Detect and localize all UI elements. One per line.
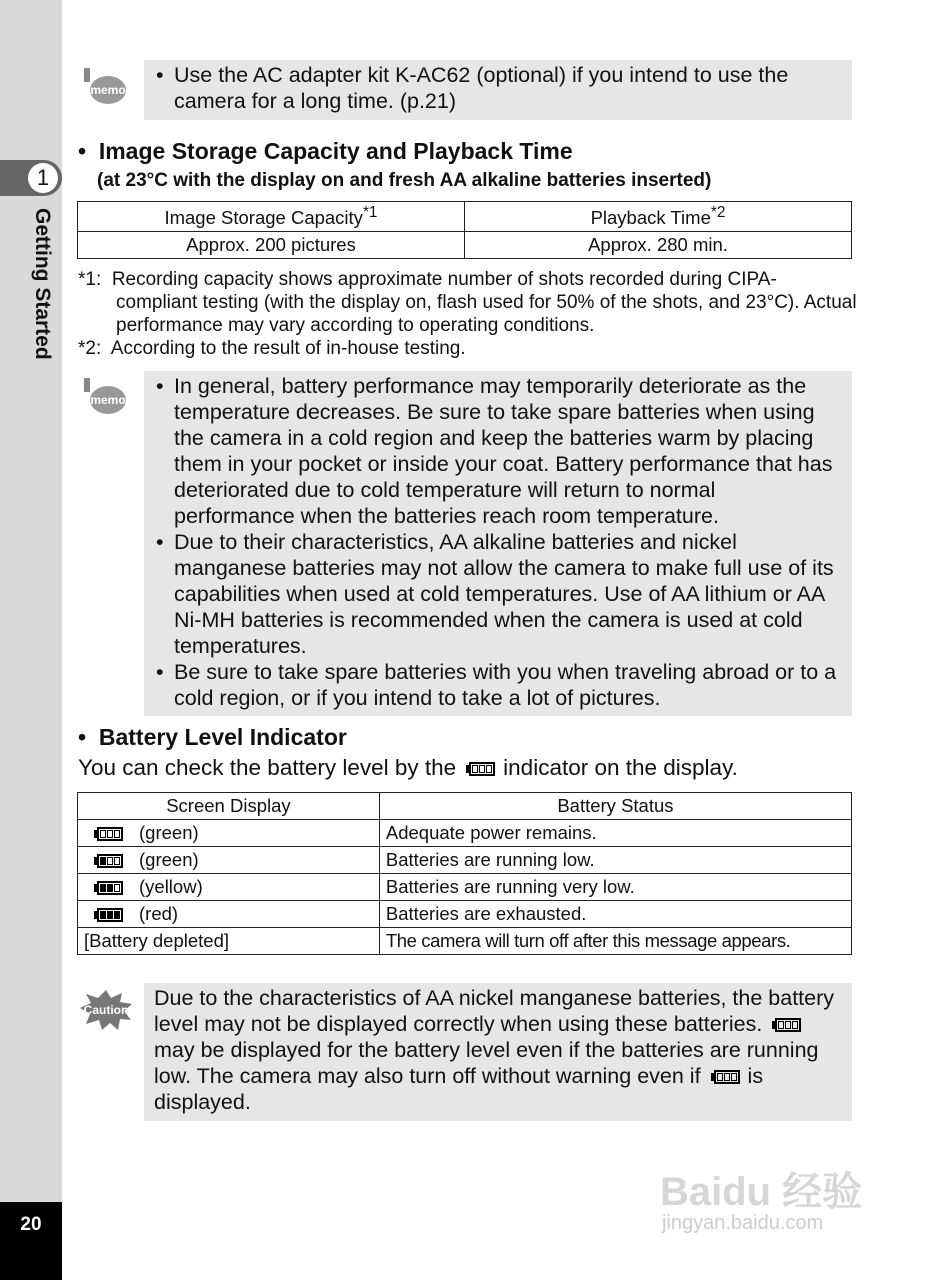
battery-status: Batteries are exhausted. [379,901,851,928]
battery-status: The camera will turn off after this message appears. [379,928,851,955]
battery-full-icon [466,762,495,776]
battery-status: Batteries are running very low. [379,874,851,901]
table-row [78,901,852,928]
svg-text:memo: memo [90,83,126,97]
screen-display: (yellow) [139,876,203,897]
watermark-logo: Baidu 经验 [660,1170,863,1214]
svg-text:memo: memo [90,393,126,407]
caution-box: Due to the characteristics of AA nickel manganese batteries, the battery level may not be displayed correctly when using these batteries. may be displayed for the battery level even if the batteries are running low. The camera may also turn off without warning even if is displayed. [144,983,852,1121]
page-number: 20 [0,1202,62,1280]
memo-box: • Use the AC adapter kit K-AC62 (optional) if you intend to use the camera for a long time. (p.21) [144,60,852,120]
table-row [78,928,852,955]
battery-intro: You can check the battery level by the indicator on the display. [78,755,738,780]
battery-level-icon [94,881,123,895]
storage-subheading: (at 23°C with the display on and fresh AA alkaline batteries inserted) [97,170,712,191]
table-row [78,820,852,847]
chapter-title: Getting Started [31,208,54,360]
caution-icon [80,990,132,1030]
watermark-url: jingyan.baidu.com [662,1212,824,1234]
screen-display: [Battery depleted] [78,928,380,955]
screen-display: (green) [139,849,199,870]
section-heading-battery: • Battery Level Indicator [78,724,347,750]
battery-level-icon [94,908,123,922]
battery-full-icon [711,1070,740,1084]
chapter-number: 1 [28,163,58,193]
battery-status: Adequate power remains. [379,820,851,847]
table-row [78,874,852,901]
section-heading-storage: • Image Storage Capacity and Playback Time [78,138,573,164]
memo-box: • In general, battery performance may temporarily deteriorate as the temperature decreases. Be sure to take spare batteries when using the camera in a cold region and keep the batteries warm by placing them in your pocket or inside your coat. Battery performance that has deteriorated due to cold temperature will return to normal performance when the batteries reach room temperature. • Due to their characteristics, AA alkaline batteries and nickel manganese batteries may not allow the camera to make full use of its capabilities when used at cold temperatures. Use of AA lithium or AA Ni-MH batteries is recommended when the camera is used at cold temperatures. • Be sure to take spare batteries with you when traveling abroad or to a cold region, or if you intend to take a lot of pictures. [144,371,852,716]
memo-icon [80,68,128,106]
battery-level-icon [94,854,123,868]
battery-status: Batteries are running low. [379,847,851,874]
table-row [78,847,852,874]
storage-table: Image Storage Capacity$^{*1}$ Playback Time$^{*2}$ Approx. 200 pictures Approx. 280 min. [77,201,852,259]
svg-text:Caution: Caution [83,1003,129,1017]
memo-icon [80,378,128,416]
battery-level-icon [94,827,123,841]
battery-table: Screen Display Battery Status (green) Adequate power remains. (green) Batteries are running low. (yellow) Batteries are running very low. (red) Batteries are exhausted. [Battery depleted] The camera will turn off after this message appears. [77,792,852,955]
screen-display: (red) [139,903,179,924]
battery-full-icon [772,1018,801,1032]
screen-display: (green) [139,822,199,843]
footnotes: *1: Recording capacity shows approximate number of shots recorded during CIPA-compliant testing (with the display on, flash used for 50% of the shots, and 23°C). Actual performance may vary according to operating conditions. *2: According to the result of in-house testing. [78,269,857,359]
